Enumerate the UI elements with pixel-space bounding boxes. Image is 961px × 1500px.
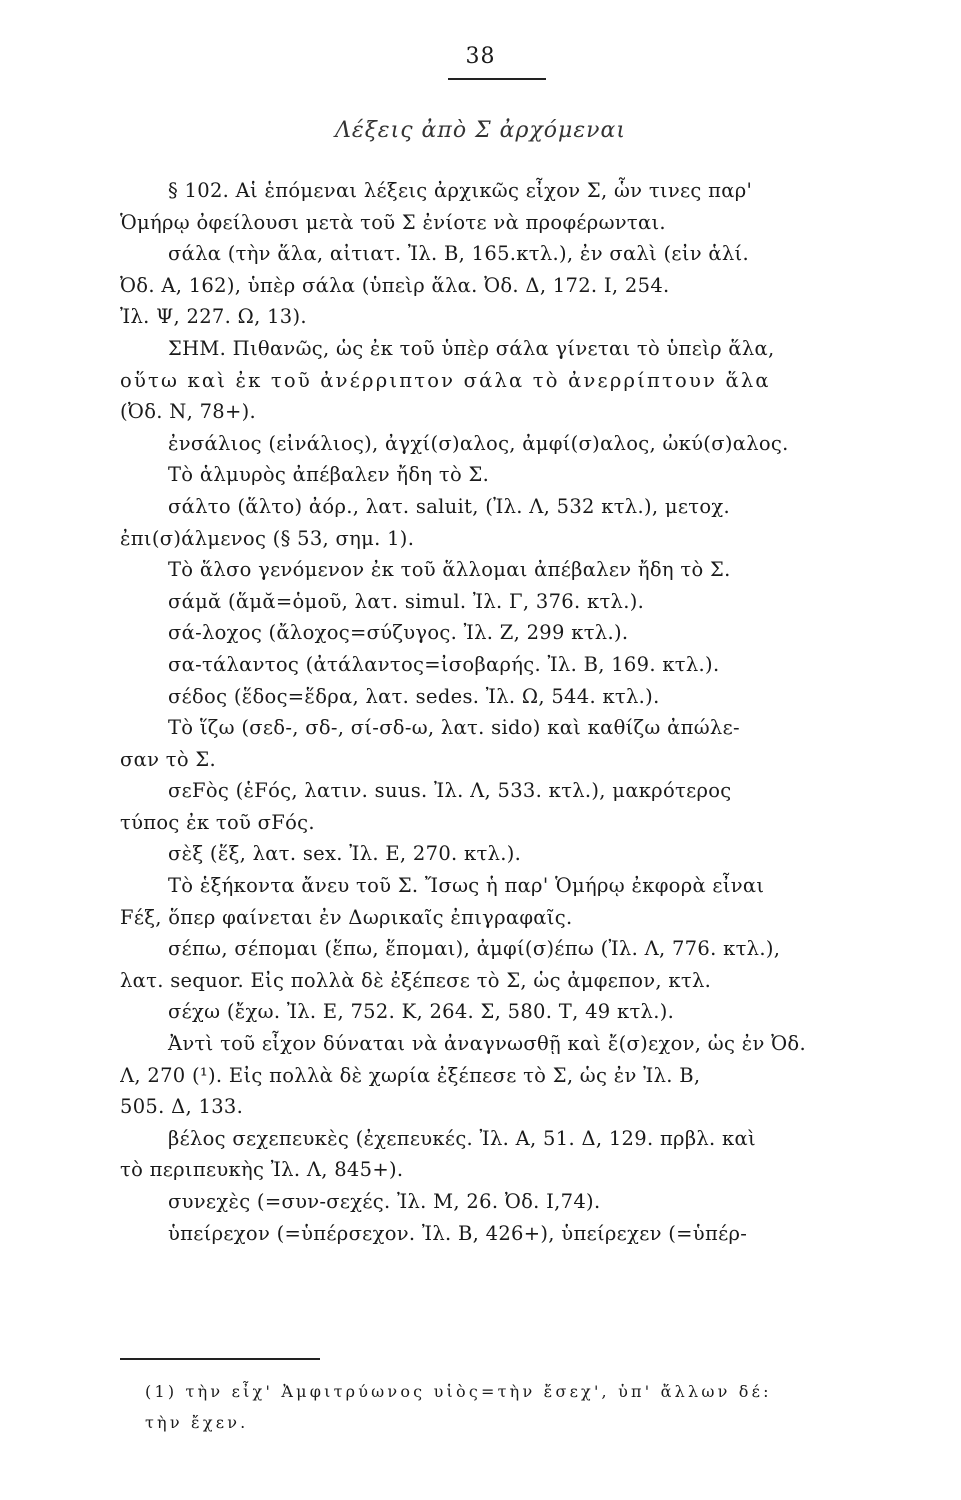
body-text [120,175,860,1249]
text-line: τύπος ἐκ τοῦ σFός. [120,810,315,834]
text-line: Τὸ ἅλσο γενόμενον ἐκ τοῦ ἅλλομαι ἀπέβαλεν ἤδη τὸ Σ. [168,558,731,582]
text-line: σὲξ (ἕξ, λατ. sex. Ἰλ. Ε, 270. κτλ.). [168,842,522,866]
text-line: σέχω (ἔχω. Ἰλ. Ε, 752. Κ, 264. Σ, 580. Τ, 49 κτλ.). [168,1000,675,1024]
text-line: σαν τὸ Σ. [120,747,216,771]
header-rule [448,78,546,80]
footnote-line: (1) τὴν εἶχ' Ἀμφιτρύωνος υἱὸς=τὴν ἔσεχ', ὑπ' ἄλλων δέ: [145,1382,772,1401]
text-line: Τὸ ἵζω (σεδ-, σδ-, σί-σδ-ω, λατ. sido) καὶ καθίζω ἀπώλε- [168,716,740,740]
text-line: σά-λοχος (ἄλοχος=σύζυγος. Ἰλ. Ζ, 299 κτλ.). [168,621,629,645]
text-line: βέλος σεχεπευκὲς (ἐχεπευκές. Ἰλ. Α, 51. Δ, 129. πρβλ. καὶ [168,1126,756,1150]
text-line: Λ, 270 (¹). Εἰς πολλὰ δὲ χωρία ἐξέπεσε τὸ Σ, ὡς ἐν Ἰλ. Β, [120,1063,701,1087]
text-line: ὑπείρεχον (=ὑπέρσεχον. Ἰλ. Β, 426+), ὑπείρεχεν (=ὑπέρ- [168,1221,748,1245]
text-line: ἐνσάλιος (εἰνάλιος), ἀγχί(σ)αλος, ἀμφί(σ)αλος, ὠκύ(σ)αλος. [168,431,789,455]
text-line: σάλα (τὴν ἅλα, αἰτιατ. Ἰλ. Β, 165.κτλ.), ἐν σαλὶ (εἰν ἁλί. [168,242,750,266]
text-line: τὸ περιπευκὴς Ἰλ. Λ, 845+). [120,1158,404,1182]
text-line: Ἰλ. Ψ, 227. Ω, 13). [120,305,307,329]
text-line: Ἀντὶ τοῦ εἶχον δύναται νὰ ἀναγνωσθῇ καὶ ἔ(σ)εχον, ὡς ἐν Ὀδ. [168,1032,806,1056]
page-number: 38 [465,44,496,69]
text-line: Ὀδ. Α, 162), ὑπὲρ σάλα (ὑπεὶρ ἅλα. Ὀδ. Δ, 172. Ι, 254. [120,273,670,297]
text-line: συνεχὲς (=συν-σεχές. Ἰλ. Μ, 26. Ὀδ. Ι,74). [168,1190,601,1213]
footnote-line: τὴν ἔχεν. [145,1413,249,1432]
text-line: σάμᾰ (ἅμᾰ=ὁμοῦ, λατ. simul. Ἰλ. Γ, 376. κτλ.). [168,589,645,613]
text-line: § 102. Αἱ ἑπόμεναι λέξεις ἀρχικῶς εἶχον Σ, ὧν τινες παρ' [168,179,753,202]
text-line: ἐπι(σ)άλμενος (§ 53, σημ. 1). [120,526,415,550]
footnotes [145,1376,865,1438]
text-line: σάλτο (ἅλτο) ἀόρ., λατ. saluit, (Ἰλ. Λ, 532 κτλ.), μετοχ. [168,494,730,518]
text-line: οὕτω καὶ ἐκ τοῦ ἀνέρριπτον σάλα τὸ ἀνερρίπτουν ἅλα [120,368,771,392]
text-line: (Ὀδ. Ν, 78+). [120,400,257,424]
text-line: Fέξ, ὅπερ φαίνεται ἐν Δωρικαῖς ἐπιγραφαῖς. [120,905,573,929]
text-line: σα-τάλαντος (ἀτάλαντος=ἰσοβαρής. Ἰλ. Β, 169. κτλ.). [168,652,720,676]
text-line: σεFὸς (ἑFός, λατιν. suus. Ἰλ. Λ, 533. κτλ.), μακρότερος [168,779,732,803]
section-heading: Λέξεις ἀπὸ Σ ἀρχόμεναι [335,118,626,143]
text-line: ΣΗΜ. Πιθανῶς, ὡς ἐκ τοῦ ὑπὲρ σάλα γίνεται τὸ ὑπεὶρ ἅλα, [168,336,775,360]
text-line: Τὸ ἁλμυρὸς ἀπέβαλεν ἤδη τὸ Σ. [168,463,490,487]
text-line: σέδος (ἕδος=ἕδρα, λατ. sedes. Ἰλ. Ω, 544. κτλ.). [168,684,660,708]
text-line: Τὸ ἑξήκοντα ἄνευ τοῦ Σ. Ἴσως ἡ παρ' Ὁμήρῳ ἐκφορὰ εἶναι [168,874,765,898]
text-line: 505. Δ, 133. [120,1095,244,1119]
text-line: λατ. sequor. Εἰς πολλὰ δὲ ἐξέπεσε τὸ Σ, ὡς ἀμφεπον, κτλ. [120,968,712,992]
footnote-rule [120,1358,320,1360]
text-line: σέπω, σέπομαι (ἕπω, ἕπομαι), ἀμφί(σ)έπω (Ἰλ. Λ, 776. κτλ.), [168,937,781,961]
text-line: Ὁμήρῳ ὀφείλουσι μετὰ τοῦ Σ ἐνίοτε νὰ προφέρωνται. [120,210,666,234]
